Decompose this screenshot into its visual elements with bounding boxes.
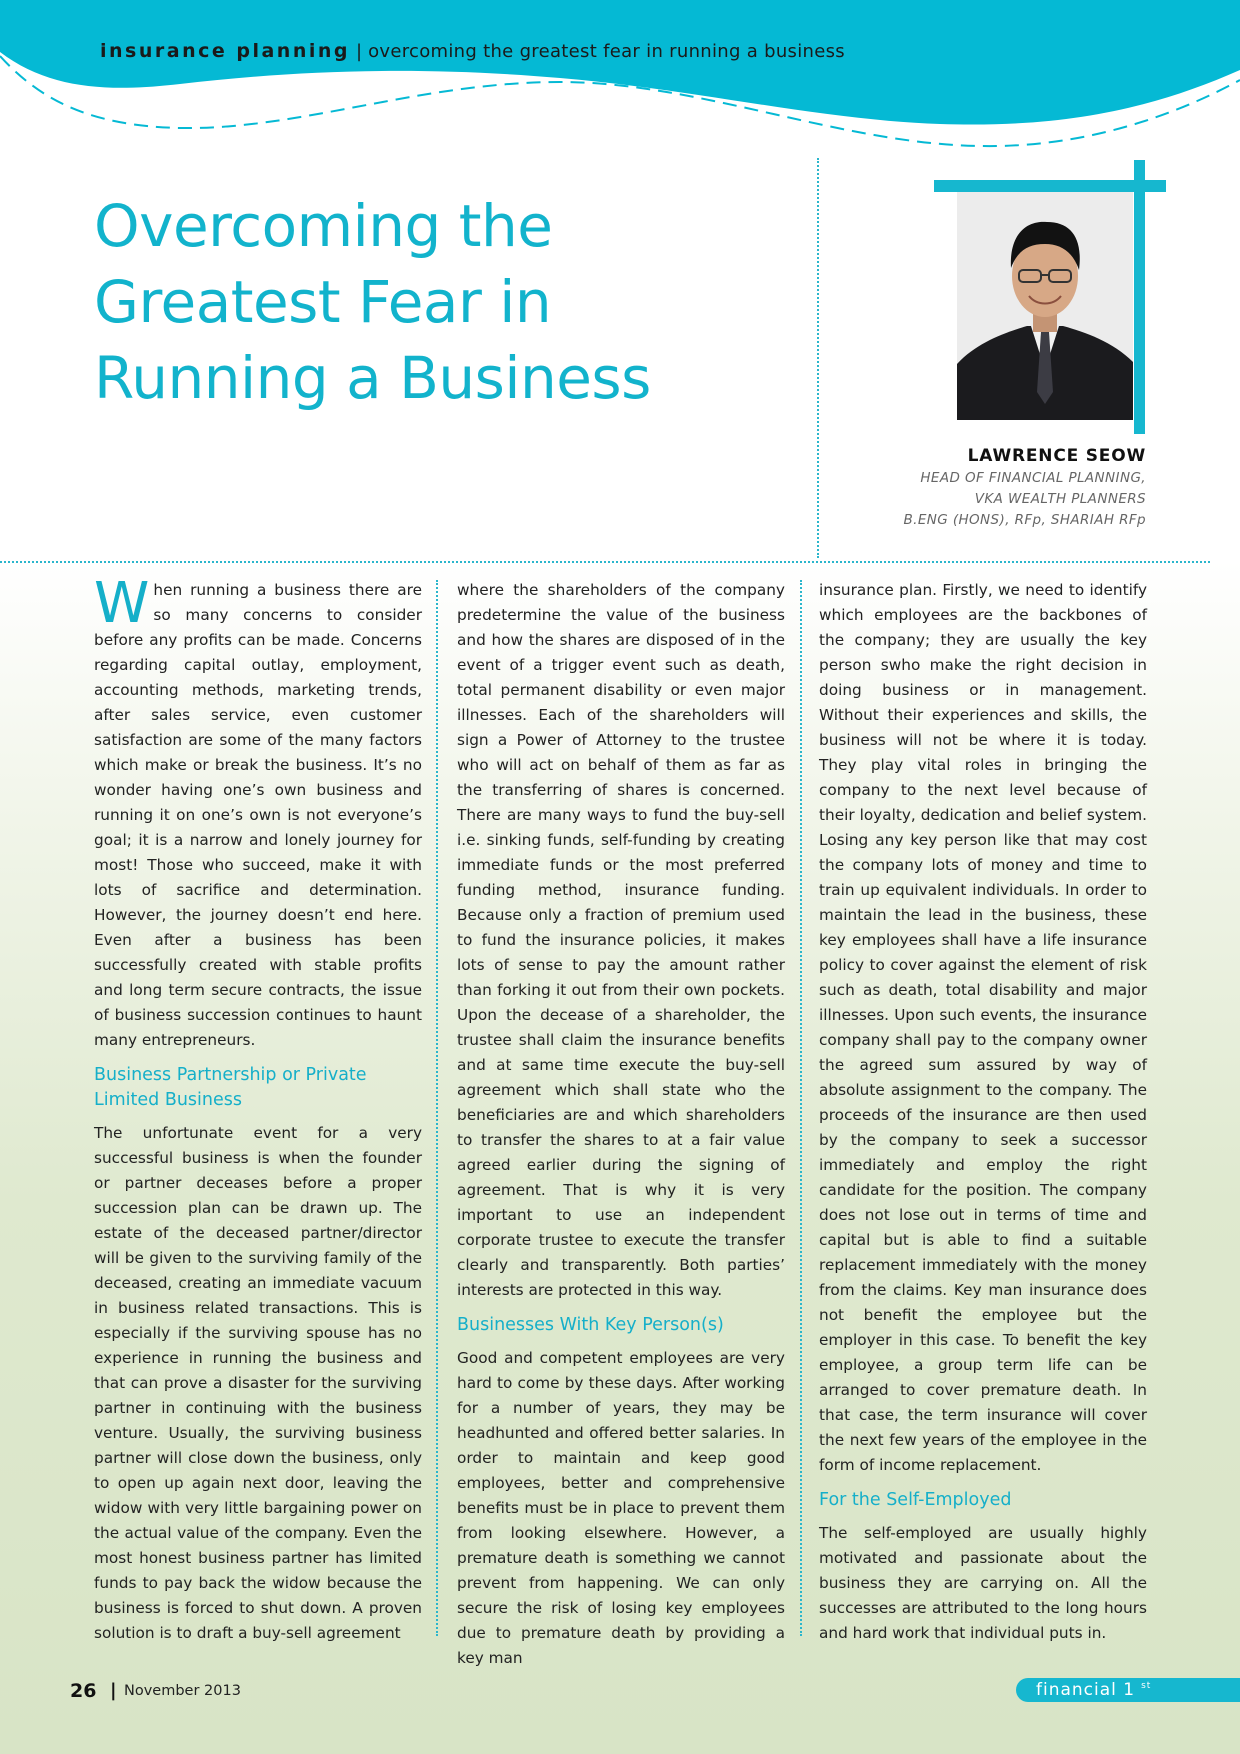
heading-self-employed: For the Self-Employed xyxy=(819,1490,1012,1510)
header-subtitle: overcoming the greatest fear in running a business xyxy=(368,41,845,62)
heading-key-persons: Businesses With Key Person(s) xyxy=(457,1315,724,1335)
drop-cap: W xyxy=(94,571,150,636)
running-header xyxy=(100,40,845,62)
issue-date: November 2013 xyxy=(124,1683,241,1699)
author-divider-vertical xyxy=(817,158,819,558)
author-role: HEAD OF FINANCIAL PLANNING, xyxy=(920,470,1146,486)
author-name: LAWRENCE SEOW xyxy=(967,446,1146,466)
header-wave-band xyxy=(0,0,1240,160)
portrait-illustration xyxy=(957,192,1133,420)
portrait-frame-horizontal xyxy=(934,180,1166,192)
section-divider-horizontal xyxy=(0,561,1210,563)
body-paragraph: The unfortunate event for a very successful business is when the founder or partner deceases before a proper succession plan can be drawn up. The estate of the deceased partner/director will be given to the surviving family of the deceased, creating an immediate vacuum in business related transactions. This is especially if the surviving spouse has no experience in running the business and that can prove a disaster for the surviving partner in continuing with the business venture. Usually, the surviving business partner will close down the business, only to open up again next door, leaving the widow with very little bargaining power on the actual value of the company. Even the most honest business partner has limited funds to pay back the widow because the business is forced to shut down. A proven solution is to draft a buy-sell agreement xyxy=(94,1124,422,1642)
magazine-title: financial 1 xyxy=(1036,1680,1136,1700)
author-portrait xyxy=(957,192,1133,420)
author-byline xyxy=(903,444,1146,531)
heading-business-partnership: Business Partnership or Private Limited Business xyxy=(94,1065,367,1110)
intro-paragraph xyxy=(94,571,422,1053)
article-title: Overcoming the Greatest Fear in Running a Business xyxy=(94,192,651,412)
body-paragraph: insurance plan. Firstly, we need to identify which employees are the backbones of the company; they are usually the key person swho make the right decision in doing business or in management. Without their experiences and skills, the business will not be where it is today. They play vital roles in bringing the company to the next level because of their loyalty, dedication and belief system. Losing any key person like that may cost the company lots of money and time to train up equivalent individuals. In order to maintain the lead in the business, these key employees shall have a life insurance policy to cover against the element of risk such as death, total disability and major illnesses. Upon such events, the insurance company shall pay to the company owner the agreed sum assured by way of absolute assignment to the company. The proceeds of the insurance are then used by the company to seek a successor immediately and employ the right candidate for the position. The company does not lose out in terms of time and capital but is able to find a suitable replacement immediately with the money from the claims. Key man insurance does not benefit the employee but the employer in this case. To benefit the key employee, a group term life can be arranged to cover premature death. In that case, the term insurance will cover the next few years of the employee in the form of income replacement. xyxy=(819,581,1147,1474)
author-company: VKA WEALTH PLANNERS xyxy=(974,491,1146,507)
magazine-name xyxy=(1036,1680,1151,1700)
portrait-frame-vertical xyxy=(1134,160,1145,434)
author-credentials: B.ENG (HONS), RFp, SHARIAH RFp xyxy=(903,512,1146,528)
column-divider-1 xyxy=(436,580,438,1636)
article-column-2 xyxy=(457,578,785,1681)
column-divider-2 xyxy=(800,580,802,1636)
body-paragraph: where the shareholders of the company predetermine the value of the business and how the shares are disposed of in the event of a trigger event such as death, total permanent disability or even major illnesses. Each of the shareholders will sign a Power of Attorney to the trustee who will act on behalf of them as far as the transferring of shares is concerned. There are many ways to fund the buy-sell i.e. sinking funds, self-funding by creating immediate funds or the most preferred funding method, insurance funding. Because only a fraction of premium used to fund the insurance policies, it makes lots of sense to pay the amount rather than forking it out from their own pockets. Upon the decease of a shareholder, the trustee shall claim the insurance benefits and at same time execute the buy-sell agreement which shall state who the beneficiaries are and which shareholders to transfer the shares to at a fair value agreed earlier during the signing of agreement. That is why it is very important to use an independent corporate trustee to execute the transfer clearly and transparently. Both parties’ interests are protected in this way. xyxy=(457,581,785,1299)
body-paragraph: The self-employed are usually highly motivated and passionate about the business they are carrying on. All the successes are attributed to the long hours and hard work that individual puts in. xyxy=(819,1524,1147,1642)
header-separator: | xyxy=(355,41,363,62)
article-column-3 xyxy=(819,578,1147,1656)
intro-text: hen running a business there are so many concerns to consider before any profits can be made. Concerns regarding capital outlay, employment, accounting methods, marketing trends, after sales service, even customer satisfaction are some of the many factors which make or break the business. It’s no wonder having one’s own business and running it on one’s own is not everyone’s goal; it is a narrow and lonely journey for most! Those who succeed, make it with lots of sacrifice and determination. However, the journey doesn’t end here. Even after a business has been successfully created with stable profits and long term secure contracts, the issue of business succession continues to haunt many entrepreneurs. xyxy=(94,581,422,1049)
body-paragraph: Good and competent employees are very hard to come by these days. After working for a number of years, they may be headhunted and offered better salaries. In order to maintain and keep good employees, better and comprehensive benefits must be in place to prevent them from looking elsewhere. However, a premature death is something we cannot prevent from happening. We can only secure the risk of losing key employees due to premature death by providing a key man xyxy=(457,1349,785,1667)
footer-separator: | xyxy=(110,1680,117,1701)
article-column-1 xyxy=(94,571,422,1656)
magazine-superscript: st xyxy=(1141,1681,1152,1692)
section-label: insurance planning xyxy=(100,40,350,62)
page-number: 26 xyxy=(70,1680,97,1702)
